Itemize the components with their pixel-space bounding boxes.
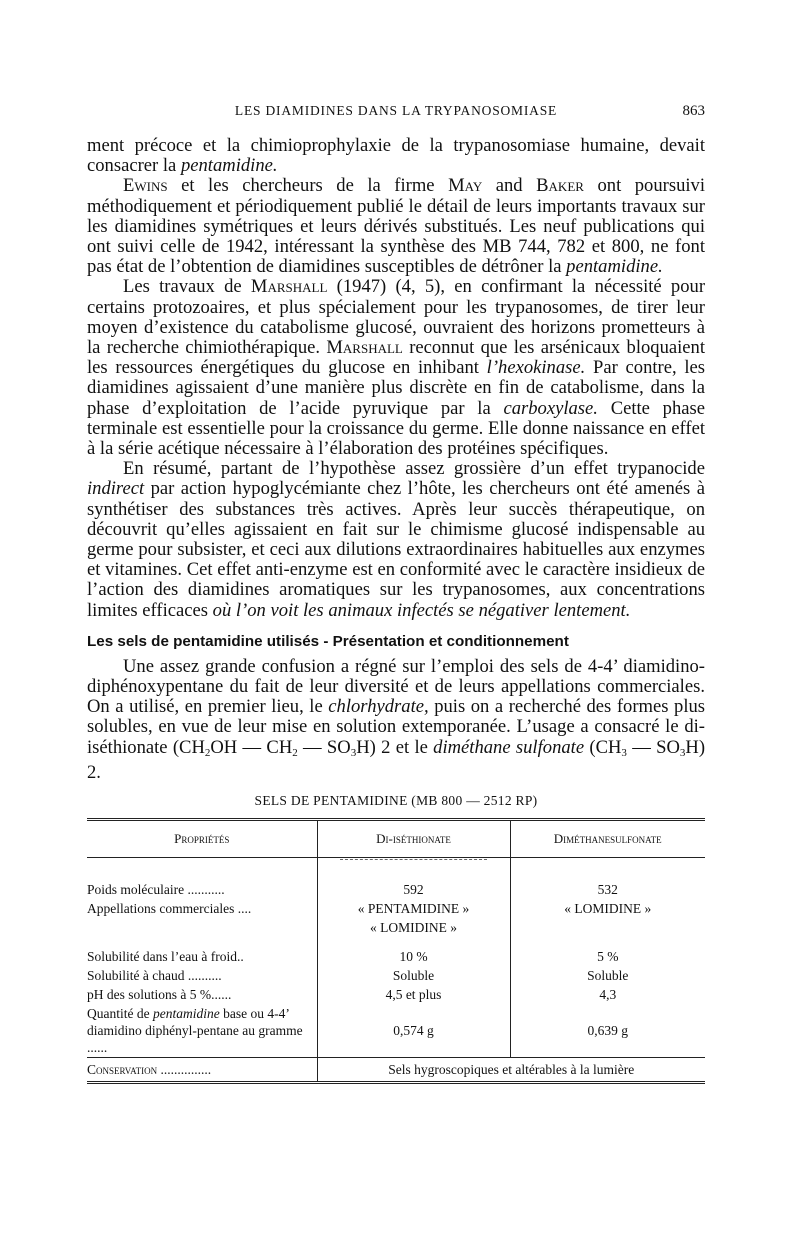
paragraph-5-text-d: — SO	[303, 736, 351, 758]
table-cell: 0,639 g	[510, 1004, 705, 1058]
table-cell	[87, 937, 317, 947]
term-chlorhydrate: chlorhydrate,	[328, 696, 429, 718]
table-cell: « LOMIDINE »	[317, 918, 510, 937]
table-cell: « LOMIDINE »	[510, 899, 705, 918]
table-spacer-row	[87, 937, 705, 947]
column-header: Di-iséthionate	[317, 820, 510, 858]
paragraph-5-text-c: OH — CH	[210, 736, 293, 758]
author-marshall: Marshall	[250, 276, 328, 298]
table-cell	[317, 858, 510, 881]
column-header: Propriétés	[87, 820, 317, 858]
table-row	[87, 1004, 705, 1058]
table-cell: 532	[510, 880, 705, 899]
paragraph-4-text-a: En résumé, partant de l’hypothèse assez grossière d’un effet trypanocide	[123, 458, 705, 480]
table-header-row	[87, 820, 705, 858]
table-row	[87, 947, 705, 966]
row-label-text: base ou 4-4’ diamidino diphényl-pentane au gramme ......	[87, 1006, 303, 1056]
paragraph-5-text-g: — SO	[632, 736, 680, 758]
row-label	[87, 1004, 317, 1058]
article-body	[87, 136, 705, 1084]
table-cell	[317, 937, 510, 947]
subscript: 3	[621, 746, 627, 759]
paragraph-4-text-b: par action hypoglycémiante chez l’hôte, les chercheurs ont été amenés à synthétiser des substances très actives. Après leur succès thérapeutique, on découvrit qu’elles agissaient en fait sur le chimisme glucosé indispensable au germe pour subsister, et ceci aux dilutions extraordinaires habituelles aux enzymes et vitamines. Cet effet anti-enzyme est en conformité avec le caractère insidieux de l’action des diamidines aromatiques sur les trypanosomes, aux concentrations limites efficaces	[87, 478, 705, 621]
author-may: May	[448, 175, 483, 197]
table-cell	[510, 937, 705, 947]
table-cell: Sels hygroscopiques et altérables à la lumière	[317, 1058, 705, 1083]
paragraph-2-text-b: and	[495, 175, 523, 197]
author-baker: Baker	[536, 175, 584, 197]
subscript: 3	[679, 746, 686, 759]
table-cell: Soluble	[510, 966, 705, 985]
paragraph-2	[87, 176, 705, 277]
paragraph-3	[87, 277, 705, 459]
row-label-text: Quantité de	[87, 1006, 150, 1022]
subscript: 3	[350, 746, 357, 759]
row-label: Appellations commerciales ....	[87, 901, 252, 917]
paragraph-5-text-f: (CH	[589, 736, 622, 758]
paragraph-1-italic: pentamidine.	[180, 155, 278, 177]
table-row	[87, 985, 705, 1004]
table-cell	[510, 918, 705, 937]
divider	[340, 859, 487, 860]
paragraph-3-text-a: Les travaux de	[123, 276, 242, 298]
subscript: 2	[292, 746, 298, 759]
row-label: Poids moléculaire ...........	[87, 882, 225, 898]
table-cell: « PENTAMIDINE »	[317, 899, 510, 918]
table-cell: 4,3	[510, 985, 705, 1004]
table-cell: Soluble	[317, 966, 510, 985]
term-dimethane-sulfonate: diméthane sulfonate	[433, 736, 585, 758]
page-header	[87, 103, 705, 123]
row-label-italic: pentamidine	[152, 1006, 220, 1022]
table-row	[87, 918, 705, 937]
section-heading: Les sels de pentamidine utilisés - Présentation et conditionnement	[87, 632, 569, 650]
paragraph-5	[87, 657, 705, 783]
paragraph-5-text-e: H) 2 et le	[356, 736, 428, 758]
column-header: Diméthanesulfonate	[510, 820, 705, 858]
term-hexokinase: l’hexokinase.	[486, 357, 586, 379]
paragraph-2-italic: pentamidine.	[566, 256, 663, 278]
running-head: LES DIAMIDINES DANS LA TRYPANOSOMIASE	[234, 103, 558, 118]
table-cell: 10 %	[317, 947, 510, 966]
row-label	[87, 918, 317, 937]
salts-table	[87, 818, 705, 1084]
paragraph-3-text-b: (1947) (4, 5), en confirmant la nécessité pour certains protozoaires, et plus spécialement pour les trypanosomes, de tirer leur moyen d’existence du catabolisme glucosé, ouvraient des horizons prometteurs à la recherche chimiothérapique.	[87, 276, 706, 359]
table-cell	[510, 858, 705, 881]
table-spacer-row	[87, 858, 705, 881]
paragraph-4	[87, 459, 705, 621]
table-row-conservation	[87, 1058, 705, 1083]
table-cell: 4,5 et plus	[317, 985, 510, 1004]
author-ewins: Ewins	[123, 175, 168, 197]
paragraph-5-text-a: Une assez grande confusion a régné sur l’emploi des sels de 4-4’ diamidino-diphénoxypentane du fait de leur diversité et de leurs appellations commerciales. On a utilisé, en premier lieu, le	[87, 655, 705, 718]
table-row	[87, 966, 705, 985]
row-label: Solubilité à chaud ..........	[87, 968, 222, 984]
table-row	[87, 880, 705, 899]
paragraph-5-text-b: puis on a recherché des formes plus solubles, en vue de leur mise en solution extemporanée. L’usage a consacré le di-iséthionate (CH	[87, 696, 706, 758]
paragraph-4-italic-b: où l’on voit les animaux infectés se négativer lentement.	[212, 599, 631, 621]
table-cell: 0,574 g	[317, 1004, 510, 1058]
table-cell	[87, 858, 317, 881]
table-cell: 5 %	[510, 947, 705, 966]
row-label: Solubilité dans l’eau à froid..	[87, 949, 244, 965]
table-row	[87, 899, 705, 918]
paragraph-3-text-e: Cette phase terminale est essentielle pour la croissance du germe. Elle donne naissance en effet à la série acétique nécessaire à l’élaboration des protéines spécifiques.	[87, 397, 705, 460]
paragraph-4-italic-a: indirect	[87, 478, 145, 500]
table-cell: 592	[317, 880, 510, 899]
paragraph-1	[87, 136, 705, 176]
term-carboxylase: carboxylase.	[503, 397, 598, 419]
subscript: 2	[204, 746, 211, 759]
paragraph-3-text-d: Par contre, les diamidines agissaient d’une manière plus discrète en fin de catabolisme, dans la phase d’exploitation de l’acide pyruvique par la	[87, 357, 706, 419]
paragraph-5-text-h: H) 2.	[87, 736, 706, 783]
author-marshall-2: Marshall	[326, 337, 403, 359]
paragraph-1-text: ment précoce et la chimioprophylaxie de la trypanosomiase humaine, devait consacrer la	[87, 135, 705, 177]
row-label: Conservation ...............	[87, 1058, 317, 1083]
paragraph-2-text-a: et les chercheurs de la firme	[181, 175, 435, 197]
paragraph-2-text-c: ont poursuivi méthodiquement et périodiquement publié le détail de leurs importants travaux sur les diamidines symétriques et leurs dérivés substitués. Les neuf publications qui ont suivi celle de 1942, intéressant la synthèse des MB 744, 782 et 800, ne font pas état de l’obtention de diamidines susceptibles de détrôner la	[87, 175, 705, 278]
row-label: pH des solutions à 5 %......	[87, 987, 232, 1003]
table-caption: SELS DE PENTAMIDINE (MB 800 — 2512 RP)	[254, 793, 538, 809]
paragraph-3-text-c: reconnut que les arsénicaux bloquaient les ressources énergétiques du glucose en inhibant	[87, 337, 706, 379]
page-number: 863	[682, 103, 705, 119]
